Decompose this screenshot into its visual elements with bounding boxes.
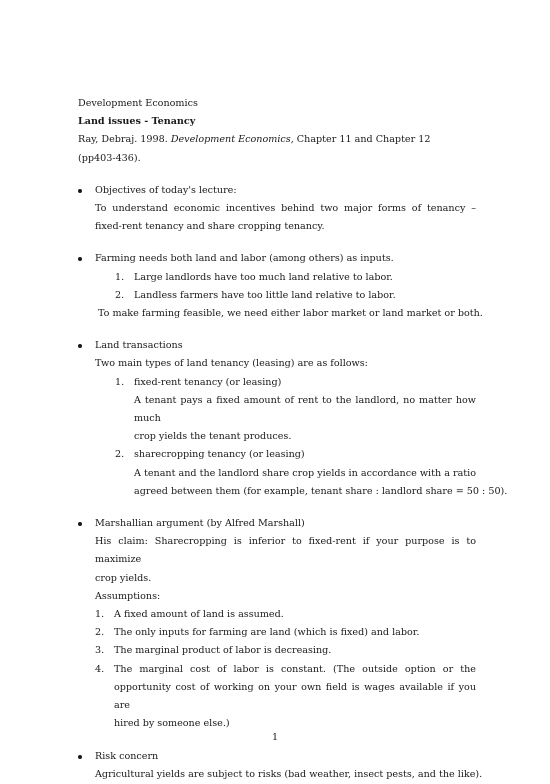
list-number: 4. — [95, 663, 105, 675]
list-item-text: Landless farmers have too little land relative to labor. — [134, 289, 396, 301]
paragraph-line: To understand economic incentives behind two major forms of tenancy – — [95, 203, 476, 215]
section-farming-inputs — [78, 250, 483, 323]
list-item-desc: crop yields the tenant produces. — [134, 431, 292, 443]
list-item-text: The only inputs for farming are land (which is fixed) and labor. — [114, 627, 420, 639]
section-heading: Risk concern — [95, 750, 159, 762]
list-item-text: The marginal cost of labor is constant. (The outside option or the — [114, 663, 476, 675]
reference-book-title: Development Economics — [170, 134, 291, 146]
list-item-desc: agreed between them (for example, tenant share : landlord share = 50 : 50). — [134, 485, 508, 497]
list-number: 1. — [115, 376, 125, 388]
section-land-transactions — [78, 337, 508, 501]
assumptions-label: Assumptions: — [95, 590, 161, 602]
paragraph-line: fixed-rent tenancy and share cropping tenancy. — [95, 221, 325, 233]
list-item — [95, 642, 476, 660]
paragraph-line: Agricultural yields are subject to risks (bad weather, insect pests, and the like). — [95, 768, 483, 780]
list-item-text: A fixed amount of land is assumed. — [114, 609, 284, 621]
list-number: 2. — [115, 289, 125, 301]
course-title: Development Economics — [78, 98, 198, 109]
list-item — [95, 606, 476, 624]
list-number: 1. — [115, 271, 125, 283]
list-item-text: opportunity cost of working on your own field is wages available if you are — [114, 681, 476, 712]
list-number: 2. — [115, 449, 125, 461]
paragraph-line: Two main types of land tenancy (leasing) are as follows: — [95, 358, 368, 370]
reference-author: Ray, Debraj. 1998. — [78, 134, 171, 146]
list-number: 1. — [95, 609, 105, 621]
section-objectives — [78, 182, 476, 237]
list-item-text: The marginal product of labor is decreasing. — [114, 645, 332, 657]
page-content — [78, 95, 508, 784]
section-marshallian-argument — [78, 515, 476, 733]
reference-line — [78, 131, 476, 149]
list-item-text: hired by someone else.) — [114, 718, 230, 730]
list-item — [115, 269, 476, 287]
bullet-icon — [78, 189, 82, 193]
list-item-text: Large landlords have too much land relative to labor. — [134, 271, 393, 283]
section-heading: Land transactions — [95, 340, 183, 352]
list-item-title: fixed-rent tenancy (or leasing) — [134, 376, 282, 388]
reference-chapters: , Chapter 11 and Chapter 12 — [290, 134, 431, 146]
list-item-desc: A tenant and the landlord share crop yields in accordance with a ratio — [134, 467, 476, 479]
paragraph-line: His claim: Sharecropping is inferior to fixed-rent if your purpose is to maximize — [95, 536, 476, 566]
bullet-icon — [78, 344, 82, 348]
numbered-list — [95, 269, 476, 305]
list-number: 2. — [95, 627, 105, 639]
list-item — [95, 661, 476, 734]
numbered-list — [95, 374, 508, 501]
list-item — [115, 374, 476, 447]
topic-title: Land issues - Tenancy — [78, 116, 196, 128]
section-heading: Marshallian argument (by Alfred Marshall) — [95, 518, 305, 530]
list-item-desc: A tenant pays a fixed amount of rent to the landlord, no matter how much — [134, 394, 476, 425]
list-item — [115, 287, 476, 305]
section-heading: Objectives of today's lecture: — [95, 184, 237, 196]
numbered-list — [95, 606, 476, 733]
reference-pages: (pp403-436). — [78, 152, 141, 164]
list-item — [115, 446, 508, 501]
list-item — [95, 624, 476, 642]
page-number: 1 — [271, 732, 279, 743]
paragraph-line: crop yields. — [95, 572, 152, 584]
bullet-icon — [78, 257, 82, 261]
list-number: 3. — [95, 645, 105, 657]
section-risk-concern — [78, 748, 483, 784]
paragraph-line: To make farming feasible, we need either labor market or land market or both. — [98, 308, 483, 320]
section-heading: Farming needs both land and labor (among others) as inputs. — [95, 253, 394, 265]
bullet-icon — [78, 755, 82, 759]
list-item-title: sharecropping tenancy (or leasing) — [134, 449, 305, 461]
bullet-icon — [78, 522, 82, 526]
